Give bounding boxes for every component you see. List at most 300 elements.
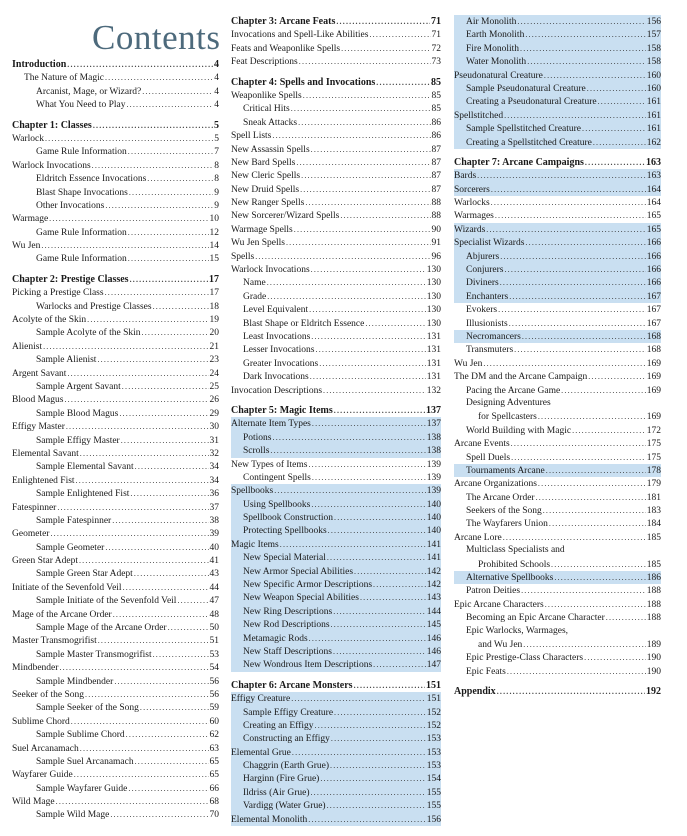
toc-entry-title: Sample Master Transmogrifist	[36, 649, 152, 660]
toc-page-number: 178	[646, 465, 661, 476]
dot-leader	[56, 795, 209, 808]
toc-page-number: 190	[646, 666, 661, 677]
toc-page-number: 85	[431, 76, 441, 88]
toc-page-number: 184	[646, 519, 661, 530]
toc-page-number: 155	[426, 801, 441, 812]
toc-entry[interactable]	[454, 397, 661, 410]
toc-entry[interactable]	[12, 326, 219, 339]
toc-entry-title: Sample Pseudonatural Creature	[466, 83, 586, 94]
toc-entry[interactable]	[231, 116, 441, 129]
toc-entry[interactable]	[454, 571, 661, 584]
toc-page-number: 87	[431, 171, 441, 182]
toc-entry[interactable]	[231, 618, 441, 631]
toc-entry[interactable]	[12, 145, 219, 158]
toc-entry[interactable]	[231, 223, 441, 236]
dot-leader	[59, 661, 208, 674]
toc-entry[interactable]	[12, 132, 219, 145]
toc-entry[interactable]	[12, 353, 219, 366]
toc-entry-title: Introduction	[12, 59, 67, 70]
toc-entry[interactable]	[231, 471, 441, 484]
toc-entry-title: Prohibited Schools	[478, 559, 551, 570]
toc-entry-title: Sample Geometer	[36, 542, 105, 553]
toc-entry-title: Effigy Creature	[231, 694, 291, 705]
dot-leader	[525, 236, 645, 249]
toc-page-number: 167	[646, 318, 661, 329]
toc-entry-title: Warlock	[12, 133, 44, 144]
toc-entry[interactable]	[12, 380, 219, 393]
toc-entry[interactable]	[454, 384, 661, 397]
toc-entry[interactable]	[12, 186, 219, 199]
toc-page-number: 186	[646, 573, 661, 584]
toc-entry[interactable]	[454, 136, 661, 149]
dot-leader	[336, 15, 430, 28]
toc-page-number: 179	[646, 479, 661, 490]
toc-entry[interactable]	[12, 742, 219, 755]
toc-chapter-heading[interactable]	[454, 685, 661, 698]
toc-page-number: 145	[426, 620, 441, 631]
toc-entry[interactable]	[12, 367, 219, 380]
toc-entry-title: Diviners	[466, 278, 499, 289]
toc-entry[interactable]	[454, 410, 661, 423]
toc-entry-title: New Bard Spells	[231, 157, 296, 168]
toc-entry[interactable]	[231, 511, 441, 524]
toc-page-number: 169	[646, 358, 661, 369]
toc-page-number: 144	[426, 606, 441, 617]
toc-entry-title: Mage of the Arcane Order	[12, 609, 112, 620]
toc-entry[interactable]	[454, 665, 661, 678]
toc-entry-title: New Cleric Spells	[231, 171, 301, 182]
toc-page-number: 153	[426, 761, 441, 772]
toc-entry[interactable]	[454, 122, 661, 135]
toc-entry[interactable]	[12, 567, 219, 580]
toc-entry-title: Earth Monolith	[466, 30, 525, 41]
toc-entry[interactable]	[454, 424, 661, 437]
toc-page-number: 166	[646, 251, 661, 262]
dot-leader	[504, 263, 645, 276]
toc-entry[interactable]	[231, 276, 441, 289]
toc-entry[interactable]	[231, 645, 441, 658]
toc-entry[interactable]	[12, 199, 219, 212]
dot-leader	[312, 417, 426, 430]
toc-entry[interactable]	[12, 634, 219, 647]
toc-entry[interactable]	[12, 212, 219, 225]
toc-entry[interactable]	[231, 55, 441, 68]
toc-entry[interactable]	[454, 209, 661, 222]
toc-entry[interactable]	[12, 447, 219, 460]
toc-entry-title: Sample Suel Arcanamach	[36, 756, 134, 767]
toc-entry[interactable]	[231, 786, 441, 799]
toc-entry-title: Master Transmogrifist	[12, 636, 97, 647]
toc-entry[interactable]	[12, 541, 219, 554]
toc-entry[interactable]	[12, 71, 219, 84]
toc-entry[interactable]	[12, 795, 219, 808]
toc-entry[interactable]	[454, 15, 661, 28]
toc-entry[interactable]	[231, 692, 441, 705]
toc-page-number: 131	[426, 372, 441, 383]
toc-entry[interactable]	[231, 524, 441, 537]
toc-entry[interactable]	[454, 223, 661, 236]
toc-entry[interactable]	[12, 239, 219, 252]
toc-column-3	[454, 15, 661, 699]
dot-leader	[500, 250, 646, 263]
toc-page-number: 183	[646, 506, 661, 517]
toc-entry[interactable]	[454, 357, 661, 370]
toc-entry[interactable]	[231, 102, 441, 115]
toc-entry[interactable]	[231, 89, 441, 102]
toc-page-number: 86	[431, 131, 441, 142]
toc-entry[interactable]	[231, 813, 441, 826]
dot-leader	[327, 799, 426, 812]
toc-entry[interactable]	[454, 95, 661, 108]
toc-entry-title: Blast Shape or Eldritch Essence	[243, 318, 365, 329]
toc-entry-title: Wild Mage	[12, 797, 55, 808]
toc-entry[interactable]	[12, 514, 219, 527]
toc-entry-title: Sample Enlightened Fist	[36, 489, 130, 500]
dot-leader	[299, 55, 431, 68]
dot-leader	[140, 701, 209, 714]
toc-entry-title: Transmuters	[466, 345, 514, 356]
toc-entry[interactable]	[454, 464, 661, 477]
toc-page-number: 132	[426, 385, 441, 396]
toc-entry[interactable]	[454, 317, 661, 330]
dot-leader	[330, 759, 426, 772]
toc-entry-title: Spell Duels	[466, 452, 511, 463]
toc-entry[interactable]	[12, 594, 219, 607]
toc-entry[interactable]	[231, 658, 441, 671]
toc-page-number: 68	[209, 797, 219, 808]
toc-chapter-heading[interactable]	[231, 679, 441, 692]
toc-entry[interactable]	[231, 746, 441, 759]
toc-entry[interactable]	[231, 719, 441, 732]
toc-entry[interactable]	[231, 706, 441, 719]
toc-entry[interactable]	[231, 169, 441, 182]
dot-leader	[311, 498, 425, 511]
toc-entry[interactable]	[12, 688, 219, 701]
toc-entry-title: Fire Monolith	[466, 43, 520, 54]
toc-entry[interactable]	[231, 156, 441, 169]
dot-leader	[328, 524, 426, 537]
toc-entry[interactable]	[454, 263, 661, 276]
toc-entry[interactable]	[231, 605, 441, 618]
toc-page-number: 169	[646, 385, 661, 396]
toc-entry[interactable]	[12, 98, 219, 111]
toc-chapter-heading[interactable]	[12, 273, 219, 286]
toc-page-number: 154	[426, 774, 441, 785]
toc-entry[interactable]	[454, 638, 661, 651]
toc-entry[interactable]	[231, 444, 441, 457]
toc-entry[interactable]	[12, 581, 219, 594]
toc-entry[interactable]	[231, 498, 441, 511]
toc-entry[interactable]	[231, 417, 441, 430]
toc-entry[interactable]	[454, 504, 661, 517]
toc-entry[interactable]	[12, 393, 219, 406]
toc-entry[interactable]	[231, 236, 441, 249]
toc-entry[interactable]	[231, 578, 441, 591]
dot-leader	[255, 250, 430, 263]
toc-entry[interactable]	[454, 28, 661, 41]
toc-entry-title: Seeker of the Song	[12, 689, 85, 700]
toc-entry[interactable]	[12, 661, 219, 674]
toc-entry-title: The Arcane Order	[466, 492, 535, 503]
toc-entry[interactable]	[231, 143, 441, 156]
toc-page-number: 160	[646, 83, 661, 94]
toc-entry[interactable]	[231, 799, 441, 812]
toc-page-number: 59	[209, 703, 219, 714]
toc-entry[interactable]	[454, 544, 661, 557]
dot-leader	[92, 159, 214, 172]
dot-leader	[110, 808, 208, 821]
toc-entry[interactable]	[454, 69, 661, 82]
dot-leader	[135, 460, 209, 473]
dot-leader	[319, 357, 426, 370]
toc-entry[interactable]	[454, 477, 661, 490]
dot-leader	[130, 487, 208, 500]
toc-entry[interactable]	[454, 531, 661, 544]
toc-entry[interactable]	[12, 407, 219, 420]
toc-page-number: 140	[426, 526, 441, 537]
toc-entry-title: Alienist	[12, 341, 43, 352]
dot-leader	[511, 451, 646, 464]
toc-entry[interactable]	[12, 460, 219, 473]
toc-entry[interactable]	[12, 768, 219, 781]
toc-page-number: 44	[209, 582, 219, 593]
toc-entry-title: Warlock Invocations	[12, 160, 91, 171]
toc-page-number: 96	[431, 251, 441, 262]
dot-leader	[360, 591, 426, 604]
toc-entry[interactable]	[454, 183, 661, 196]
toc-entry[interactable]	[454, 437, 661, 450]
toc-entry[interactable]	[454, 625, 661, 638]
toc-entry-title: Suel Arcanamach	[12, 743, 79, 754]
dot-leader	[517, 15, 645, 28]
toc-page-number: 85	[431, 90, 441, 101]
toc-page-number: 152	[426, 707, 441, 718]
toc-entry[interactable]	[454, 276, 661, 289]
toc-entry[interactable]	[231, 538, 441, 551]
toc-entry[interactable]	[231, 591, 441, 604]
toc-entry[interactable]	[454, 290, 661, 303]
dot-leader	[373, 578, 426, 591]
toc-entry[interactable]	[231, 732, 441, 745]
toc-entry[interactable]	[12, 300, 219, 313]
toc-entry-title: Scrolls	[243, 446, 270, 457]
toc-entry[interactable]	[231, 357, 441, 370]
toc-entry[interactable]	[231, 343, 441, 356]
toc-entry[interactable]	[12, 340, 219, 353]
toc-chapter-heading[interactable]	[231, 15, 441, 28]
toc-entry[interactable]	[454, 611, 661, 624]
toc-page-number: 87	[431, 184, 441, 195]
toc-entry-title: Constructing an Effigy	[243, 734, 330, 745]
section-gap	[231, 69, 441, 76]
toc-entry[interactable]	[12, 487, 219, 500]
toc-entry[interactable]	[454, 169, 661, 182]
toc-entry-title: New Staff Descriptions	[243, 646, 333, 657]
toc-entry[interactable]	[231, 209, 441, 222]
toc-entry-title: Sample Mage of the Arcane Order	[36, 623, 167, 634]
toc-entry[interactable]	[12, 755, 219, 768]
dot-leader	[546, 464, 646, 477]
toc-entry-title: Conjurers	[466, 265, 504, 276]
toc-chapter-heading[interactable]	[231, 76, 441, 89]
dot-leader	[500, 276, 646, 289]
toc-entry[interactable]	[12, 808, 219, 821]
toc-entry[interactable]	[231, 263, 441, 276]
toc-entry-title: New Druid Spells	[231, 184, 300, 195]
toc-entry[interactable]	[454, 109, 661, 122]
toc-entry[interactable]	[12, 675, 219, 688]
toc-page-number: 40	[209, 542, 219, 553]
toc-entry[interactable]	[231, 565, 441, 578]
toc-entry[interactable]	[12, 474, 219, 487]
toc-chapter-heading[interactable]	[12, 119, 219, 132]
toc-entry[interactable]	[231, 303, 441, 316]
toc-page-number: 86	[431, 117, 441, 128]
dot-leader	[105, 541, 208, 554]
dot-leader	[509, 317, 646, 330]
toc-chapter-heading[interactable]	[12, 58, 219, 71]
toc-entry[interactable]	[12, 715, 219, 728]
toc-entry[interactable]	[454, 598, 661, 611]
toc-entry[interactable]	[12, 226, 219, 239]
toc-entry[interactable]	[454, 236, 661, 249]
toc-entry[interactable]	[12, 159, 219, 172]
toc-entry[interactable]	[231, 250, 441, 263]
toc-page-number: 51	[209, 636, 219, 647]
toc-entry-title: Arcanist, Mage, or Wizard?	[36, 86, 142, 97]
toc-entry-title: Sorcerers	[454, 184, 490, 195]
dot-leader	[76, 474, 209, 487]
dot-leader	[341, 42, 430, 55]
toc-entry-title: Air Monolith	[466, 17, 517, 27]
toc-entry[interactable]	[454, 303, 661, 316]
toc-entry-title: Abjurers	[466, 251, 500, 262]
dot-leader	[113, 608, 209, 621]
toc-page-number: 130	[426, 278, 441, 289]
toc-entry-title: Contingent Spells	[243, 472, 311, 483]
toc-entry[interactable]	[231, 384, 441, 397]
toc-entry[interactable]	[231, 772, 441, 785]
toc-entry[interactable]	[231, 290, 441, 303]
toc-page-number: 151	[426, 694, 441, 705]
toc-page-number: 47	[209, 596, 219, 607]
toc-entry[interactable]	[231, 42, 441, 55]
toc-entry-title: Sample Wayfarer Guide	[36, 783, 128, 794]
toc-entry[interactable]	[231, 129, 441, 142]
toc-entry[interactable]	[12, 313, 219, 326]
toc-entry-title: Illusionists	[466, 318, 508, 329]
toc-entry[interactable]	[12, 782, 219, 795]
toc-entry[interactable]	[454, 343, 661, 356]
toc-entry[interactable]	[231, 370, 441, 383]
toc-page-number: 169	[646, 372, 661, 383]
toc-page-number: 138	[426, 446, 441, 457]
toc-entry[interactable]	[454, 370, 661, 383]
toc-chapter-heading[interactable]	[231, 404, 441, 417]
toc-page-number: 140	[426, 513, 441, 524]
toc-entry[interactable]	[454, 584, 661, 597]
dot-leader	[67, 367, 208, 380]
toc-entry[interactable]	[454, 250, 661, 263]
dot-leader	[527, 55, 646, 68]
toc-entry[interactable]	[454, 491, 661, 504]
toc-entry[interactable]	[12, 648, 219, 661]
toc-entry[interactable]	[12, 608, 219, 621]
toc-page-number: 168	[646, 331, 661, 342]
toc-entry[interactable]	[454, 651, 661, 664]
toc-entry[interactable]	[454, 55, 661, 68]
toc-entry[interactable]	[231, 551, 441, 564]
toc-entry[interactable]	[454, 196, 661, 209]
toc-entry[interactable]	[231, 183, 441, 196]
toc-entry[interactable]	[231, 330, 441, 343]
toc-entry[interactable]	[231, 431, 441, 444]
dot-leader	[121, 434, 209, 447]
toc-entry[interactable]	[454, 42, 661, 55]
toc-entry[interactable]	[12, 621, 219, 634]
toc-entry[interactable]	[12, 527, 219, 540]
toc-page-number: 131	[426, 345, 441, 356]
toc-entry[interactable]	[231, 196, 441, 209]
toc-entry[interactable]	[12, 728, 219, 741]
toc-entry[interactable]	[12, 501, 219, 514]
toc-entry[interactable]	[231, 28, 441, 41]
toc-page-number: 175	[646, 439, 661, 450]
toc-entry[interactable]	[231, 632, 441, 645]
toc-entry[interactable]	[454, 558, 661, 571]
toc-page-number: 17	[209, 288, 219, 299]
toc-entry[interactable]	[454, 517, 661, 530]
toc-entry[interactable]	[231, 317, 441, 330]
toc-page-number: 9	[214, 200, 219, 211]
toc-page-number: 70	[209, 810, 219, 821]
toc-page-number: 155	[426, 787, 441, 798]
toc-entry[interactable]	[12, 701, 219, 714]
toc-entry[interactable]	[231, 759, 441, 772]
toc-entry-title: Game Rule Information	[36, 254, 127, 265]
toc-page-number: 20	[209, 328, 219, 339]
toc-page-number: 90	[431, 224, 441, 235]
toc-chapter-heading[interactable]	[454, 156, 661, 169]
toc-entry[interactable]	[12, 252, 219, 265]
toc-entry[interactable]	[12, 85, 219, 98]
toc-entry[interactable]	[12, 554, 219, 567]
dot-leader	[310, 370, 426, 383]
toc-entry-title: Feats and Weaponlike Spells	[231, 43, 341, 54]
toc-page-number: 19	[209, 315, 219, 326]
toc-entry-title: Patron Deities	[466, 586, 521, 597]
dot-leader	[41, 239, 208, 252]
toc-page-number: 62	[209, 730, 219, 741]
toc-entry[interactable]	[12, 286, 219, 299]
toc-entry[interactable]	[12, 420, 219, 433]
dot-leader	[544, 69, 646, 82]
toc-page-number: 38	[209, 515, 219, 526]
toc-entry[interactable]	[12, 434, 219, 447]
toc-entry[interactable]	[12, 172, 219, 185]
toc-entry[interactable]	[454, 82, 661, 95]
toc-entry-title: Sample Fatespinner	[36, 515, 112, 526]
toc-entry[interactable]	[231, 458, 441, 471]
toc-entry[interactable]	[454, 330, 661, 343]
toc-page-number: 192	[646, 686, 661, 698]
toc-page-number: 72	[431, 43, 441, 54]
dot-leader	[588, 370, 646, 383]
dot-leader	[267, 290, 426, 303]
toc-entry[interactable]	[231, 484, 441, 497]
toc-entry[interactable]	[454, 451, 661, 464]
dot-leader	[294, 223, 431, 236]
